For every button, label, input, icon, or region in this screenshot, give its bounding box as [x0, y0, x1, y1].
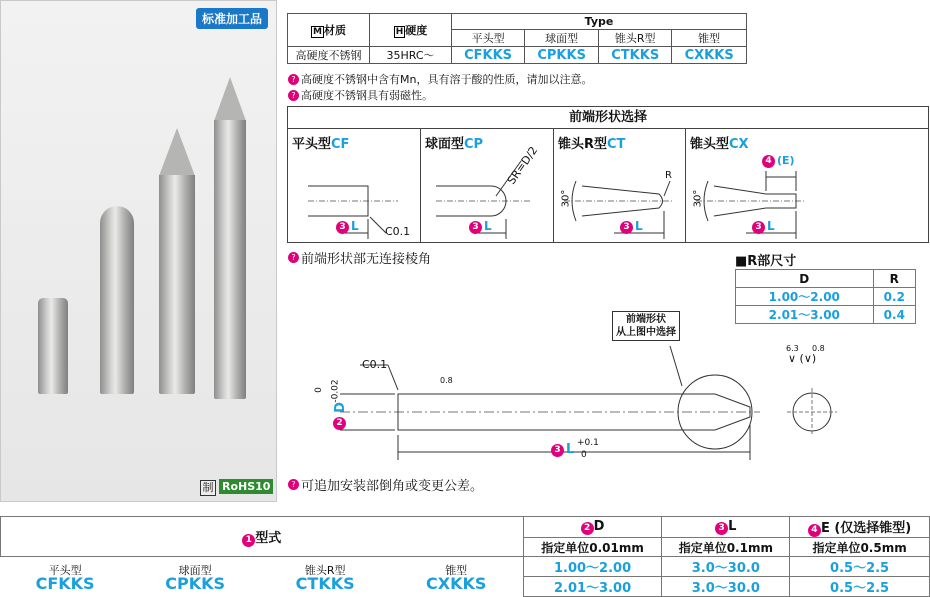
- zhi-badge: 制: [200, 480, 216, 496]
- note-2: ? 高硬度不锈钢具有弱磁性。: [288, 87, 433, 103]
- standard-badge: 标准加工品: [196, 8, 268, 29]
- note-no-edge: ? 前端形状部无连接棱角: [288, 248, 431, 267]
- pin-taper-r: [159, 175, 195, 394]
- note-add: ? 可追加安装部倒角或变更公差。: [288, 475, 483, 494]
- pin-taper: [214, 120, 246, 399]
- chamfer-label: C0.1: [362, 358, 388, 371]
- pin-taper-r-tip: [159, 128, 195, 176]
- callout-label: 前端形状 从上图中选择: [612, 311, 680, 341]
- spec-table: M 材质 H 硬度 Type 平头型 球面型 锥头R型 锥型 高硬度不锈钢 35HRC～ CFKKS CPKKS CTKKS CXKKS: [287, 13, 747, 64]
- shape-ct[interactable]: 锥头R型CT 30° R 3 L: [554, 129, 686, 243]
- rohs-badge: RoHS10: [219, 479, 273, 494]
- pin-ball: [100, 206, 134, 394]
- pin-taper-tip: [214, 77, 246, 121]
- shape-cx[interactable]: 锥头型CX 30° 4 (E) 3 L: [686, 129, 930, 243]
- rsize-table: D R 1.00～2.00 0.2 2.01～3.00 0.4: [735, 269, 916, 324]
- rsize-title: ■R部尺寸: [735, 254, 797, 269]
- tip-icon: ?: [288, 479, 299, 490]
- shape-cf[interactable]: 平头型CF 3 L C0.1: [288, 129, 421, 243]
- order-table: 1 型式 2 D 3 L 4 E (仅选择锥型) 指定单位0.01mm 指定单位0.1mm 指定单位0.5mm 平头型 CFKKS 球面型 CPKKS 锥头R型 CTKKS 锥型 CXKKS 1.00～2.00 3.0～30.0 0.5～2.5 2.01～3.00 3.0～30.0 0.5～2.5: [0, 516, 930, 597]
- shape-cx-drawing: [686, 151, 816, 241]
- tip-icon: ?: [288, 252, 299, 263]
- product-photo: [0, 0, 277, 502]
- type-header: Type: [452, 14, 747, 30]
- tip-icon: ?: [288, 90, 299, 101]
- hardness-value: 35HRC～: [370, 47, 452, 64]
- note-1: ? 高硬度不锈钢中含有Mn，具有溶于酸的性质，请加以注意。: [288, 71, 592, 87]
- main-drawing: [290, 300, 930, 475]
- tip-icon: ?: [288, 74, 299, 85]
- tip-shape-title: 前端形状选择: [288, 107, 928, 129]
- roughness-label: 0.8: [440, 376, 453, 385]
- tip-shape-panel: [287, 106, 929, 243]
- pin-flat: [38, 298, 68, 394]
- material-value: 高硬度不锈钢: [288, 47, 370, 64]
- shape-cp[interactable]: 球面型CP SR=D/2 3 L: [421, 129, 554, 243]
